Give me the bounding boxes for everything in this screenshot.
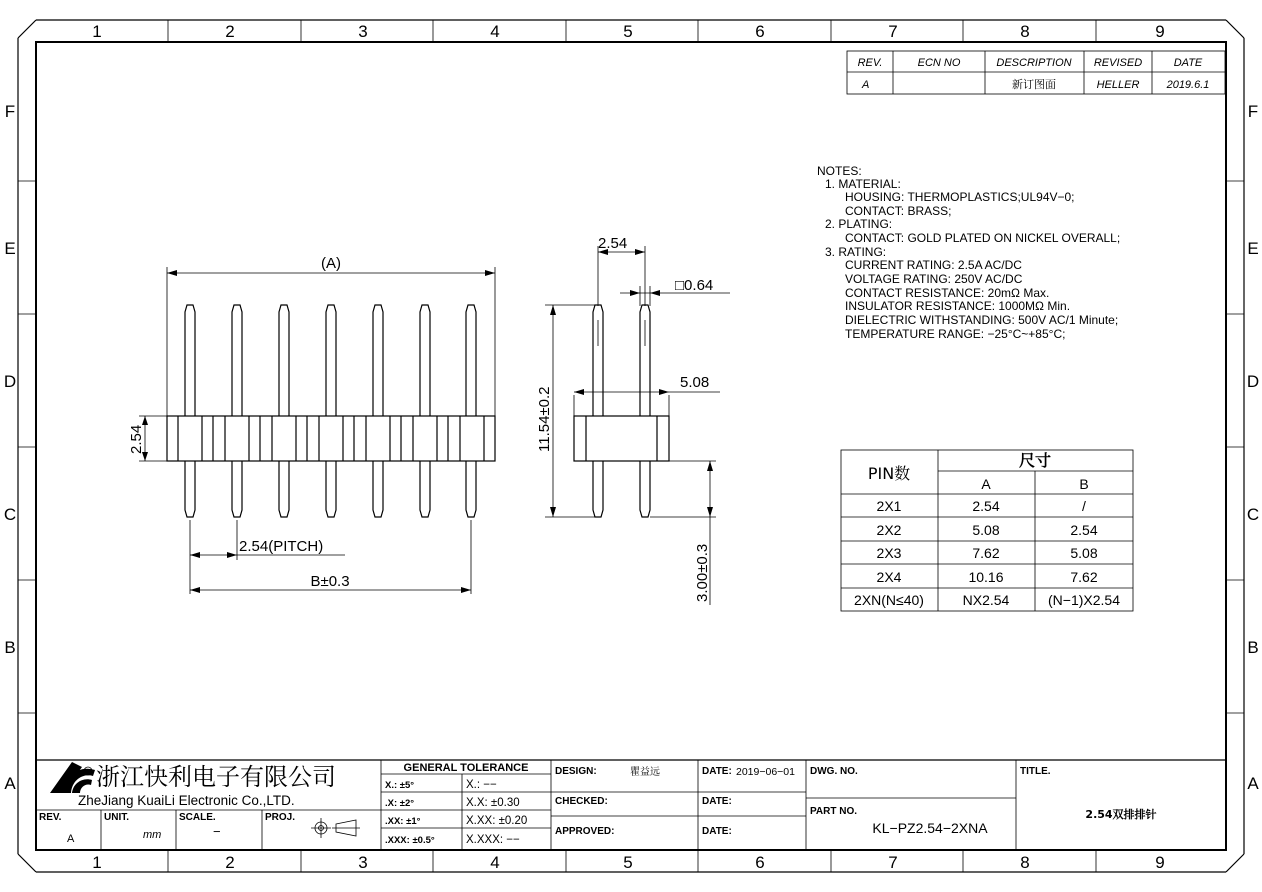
date3-label: DATE:	[702, 826, 732, 837]
zone-top-3: 3	[358, 22, 368, 41]
zone-right-C: C	[1246, 505, 1260, 524]
projection-symbol-icon	[311, 818, 360, 838]
spec-row-5-pin: 2XN(N≤40)	[854, 592, 924, 608]
rev-value-date: 2019.6.1	[1166, 79, 1210, 91]
spec-table	[841, 450, 1133, 611]
zone-top-6: 6	[755, 22, 765, 41]
spec-row-2-pin: 2X2	[876, 522, 902, 538]
tol-right-0: X.: −−	[466, 779, 497, 791]
note-line-2: HOUSING: THERMOPLASTICS;UL94V−0;	[845, 190, 1075, 204]
title-block	[36, 760, 1226, 850]
approved-label: APPROVED:	[555, 826, 615, 837]
zone-top-7: 7	[888, 22, 898, 41]
dim-front-pitch: 2.54(PITCH)	[239, 538, 324, 555]
dim-front-height: 2.54	[128, 424, 145, 454]
note-line-7: CURRENT RATING: 2.5A AC/DC	[845, 258, 1022, 272]
rev-header-description: DESCRIPTION	[996, 57, 1072, 69]
rev-value-description: 新订图面	[1012, 78, 1056, 91]
zone-top-4: 4	[490, 22, 500, 41]
spec-row-5-b: (N−1)X2.54	[1048, 592, 1120, 608]
zone-bottom-4: 4	[490, 853, 500, 872]
scale-label: SCALE.	[179, 812, 216, 823]
zone-top-5: 5	[623, 22, 633, 41]
spec-row-2-b: 2.54	[1070, 522, 1098, 538]
unit-value: mm	[143, 829, 162, 841]
front-housing	[167, 416, 495, 461]
checked-label: CHECKED:	[555, 796, 608, 807]
dwg-no-label: DWG. NO.	[810, 766, 858, 777]
rev-header-rev: REV.	[857, 57, 883, 69]
zone-bottom-6: 6	[755, 853, 765, 872]
note-line-12: TEMPERATURE RANGE: −25°C~+85°C;	[845, 327, 1066, 341]
rev-header-revised: REVISED	[1093, 57, 1143, 69]
zone-right-A: A	[1247, 774, 1259, 793]
spec-row-1-b: /	[1082, 498, 1086, 514]
note-line-8: VOLTAGE RATING: 250V AC/DC	[845, 272, 1023, 286]
spec-row-3-b: 5.08	[1070, 545, 1098, 561]
spec-header-size: 尺寸	[1018, 451, 1052, 470]
dim-side-tail: 3.00±0.3	[694, 543, 711, 602]
notes-block	[817, 164, 1120, 341]
spec-row-4-a: 10.16	[968, 569, 1004, 585]
zone-right-F: F	[1247, 102, 1259, 121]
tol-right-2: X.XX: ±0.20	[466, 815, 528, 827]
side-housing	[574, 416, 669, 461]
date1-value: 2019−06−01	[736, 766, 795, 778]
date2-label: DATE:	[702, 796, 732, 807]
spec-header-a: A	[981, 476, 991, 492]
zone-right-B: B	[1247, 638, 1259, 657]
zone-bottom-9: 9	[1155, 853, 1165, 872]
dim-front-B: B±0.3	[310, 573, 350, 590]
note-line-10: INSULATOR RESISTANCE: 1000MΩ Min.	[845, 299, 1071, 313]
proj-label: PROJ.	[265, 812, 296, 823]
rev-value: A	[67, 833, 75, 845]
zone-top-9: 9	[1155, 22, 1165, 41]
rev-value-revised: HELLER	[1096, 79, 1140, 91]
note-line-4: 2. PLATING:	[825, 217, 893, 231]
note-line-11: DIELECTRIC WITHSTANDING: 500V AC/1 Minute;	[845, 313, 1119, 327]
spec-header-b: B	[1079, 476, 1089, 492]
tol-left-0: X.: ±5°	[385, 780, 415, 791]
zone-bottom-3: 3	[358, 853, 368, 872]
title-label: TITLE.	[1020, 766, 1051, 777]
design-label: DESIGN:	[555, 766, 597, 777]
front-view	[128, 255, 495, 594]
spec-row-2-a: 5.08	[972, 522, 1000, 538]
zone-top-1: 1	[92, 22, 102, 41]
dim-side-pin: □0.64	[675, 277, 714, 294]
design-value: 瞿益远	[630, 767, 660, 778]
spec-row-1-a: 2.54	[972, 498, 1000, 514]
zone-top-8: 8	[1020, 22, 1030, 41]
drawing-title-value: 2.54双排排针	[1085, 808, 1157, 821]
unit-label: UNIT.	[104, 812, 129, 823]
zone-right-E: E	[1247, 239, 1259, 258]
zone-left-B: B	[4, 638, 16, 657]
rev-header-date: DATE	[1173, 57, 1203, 69]
spec-row-5-a: NX2.54	[962, 592, 1010, 608]
spec-row-3-pin: 2X3	[876, 545, 902, 561]
tol-left-1: .X: ±2°	[385, 798, 415, 809]
dim-side-height: 11.54±0.2	[536, 386, 553, 452]
date1-label: DATE:	[702, 766, 732, 777]
spec-header-pin: PIN数	[867, 464, 911, 483]
zone-bottom-7: 7	[888, 853, 898, 872]
zone-left-F: F	[4, 102, 16, 121]
note-line-5: CONTACT: GOLD PLATED ON NICKEL OVERALL;	[845, 231, 1121, 245]
tol-right-1: X.X: ±0.30	[466, 797, 520, 809]
note-line-6: 3. RATING:	[825, 245, 887, 259]
zone-bottom-1: 1	[92, 853, 102, 872]
part-no-value: KL−PZ2.54−2XNA	[872, 820, 988, 836]
company-name-en: ZheJiang KuaiLi Electronic Co.,LTD.	[78, 793, 295, 808]
note-line-1: 1. MATERIAL:	[825, 177, 901, 191]
spec-row-1-pin: 2X1	[876, 498, 902, 514]
part-no-label: PART NO.	[810, 806, 858, 817]
dim-side-pitch: 2.54	[598, 235, 628, 252]
revision-table	[847, 51, 1225, 94]
zone-bottom-8: 8	[1020, 853, 1030, 872]
dim-side-width: 5.08	[680, 374, 710, 391]
company-name-cn: 浙江快利电子有限公司	[96, 763, 336, 791]
spec-row-4-b: 7.62	[1070, 569, 1098, 585]
zone-left-A: A	[4, 774, 16, 793]
tol-left-3: .XXX: ±0.5°	[385, 835, 435, 846]
zone-left-E: E	[4, 239, 16, 258]
notes-title: NOTES:	[817, 164, 862, 178]
rev-value-rev: A	[862, 79, 870, 91]
zone-top-2: 2	[225, 22, 235, 41]
zone-left-D: D	[3, 372, 17, 391]
side-view	[536, 235, 730, 605]
note-line-3: CONTACT: BRASS;	[845, 204, 952, 218]
company-logo	[50, 762, 95, 793]
zone-right-D: D	[1246, 372, 1260, 391]
scale-value: −	[213, 824, 221, 839]
spec-row-3-a: 7.62	[972, 545, 1000, 561]
tol-right-3: X.XXX: −−	[466, 834, 520, 846]
zone-bottom-2: 2	[225, 853, 235, 872]
rev-header-ecn: ECN NO	[917, 57, 961, 69]
general-tolerance-label: GENERAL TOLERANCE	[403, 762, 529, 774]
side-pins	[593, 305, 650, 517]
note-line-9: CONTACT RESISTANCE: 20mΩ Max.	[845, 286, 1050, 300]
dim-front-A: (A)	[321, 255, 341, 272]
spec-row-4-pin: 2X4	[876, 569, 902, 585]
front-pins	[185, 305, 476, 517]
tol-left-2: .XX: ±1°	[385, 816, 421, 827]
zone-left-C: C	[3, 505, 17, 524]
zone-bottom-5: 5	[623, 853, 633, 872]
rev-label: REV.	[39, 812, 62, 823]
